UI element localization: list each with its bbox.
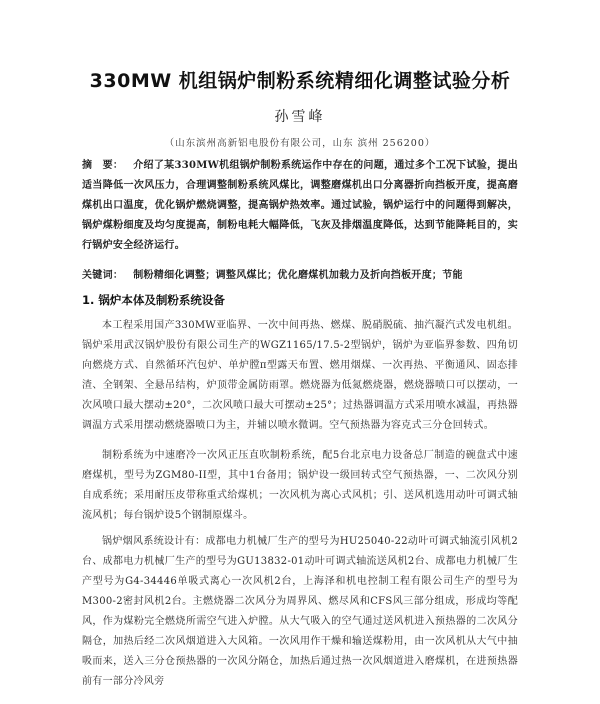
abstract-block — [82, 156, 518, 256]
body-paragraph-3 — [82, 532, 518, 692]
paragraph-text: 本工程采用国产330MW亚临界、一次中间再热、燃煤、脱硝脱硫、抽汽凝汽式发电机组。锅炉采用武汉锅炉股份有限公司生产的WGZ1165/17.5-2型锅炉，锅炉为亚临界参数、四角切向燃烧方式、自然循环汽包炉、单炉膛π型露天布置、燃用烟煤、一次再热、平衡通风、固态排渣、全钢架、全悬吊结构，炉顶带金属防雨罩。燃烧器为低氮燃烧器，燃烧器喷口可以摆动，一次风喷口最大摆动±20°，二次风喷口最大可摆动±25°；过热器调温方式采用喷水减温，再热器调温方式采用摆动燃烧器喷口为主，并辅以喷水微调。空气预热器为容克式三分仓回转式。 — [82, 320, 518, 431]
abstract-label: 摘 要： — [82, 160, 124, 171]
keywords-text: 制粉精细化调整；调整风煤比；优化磨煤机加载力及折向挡板开度；节能 — [133, 270, 463, 281]
keywords-label: 关键词： — [82, 270, 124, 281]
section-heading: 1. 锅炉本体及制粉系统设备 — [82, 293, 225, 307]
keywords-block — [82, 266, 518, 286]
author-name: 孙雪峰 — [274, 109, 326, 125]
author-affiliation: （山东滨州高新铝电股份有限公司，山东 滨州 256200） — [164, 138, 436, 149]
abstract-text: 介绍了某330MW机组锅炉制粉系统运作中存在的问题，通过多个工况下试验，提出适当降低一次风压力，合理调整制粉系统风煤比，调整磨煤机出口分离器折向挡板开度，提高磨煤机出口温度，优化锅炉燃烧调整，提高锅炉热效率。通过试验，锅炉运行中的问题得到解决，锅炉煤粉细度及均匀度提高，制粉电耗大幅降低，飞灰及排烟温度降低，达到节能降耗目的，实行锅炉安全经济运行。 — [82, 160, 519, 251]
paper-title: 330MW 机组锅炉制粉系统精细化调整试验分析 — [89, 70, 511, 92]
body-paragraph-2 — [82, 446, 518, 526]
paragraph-text: 锅炉烟风系统设计有：成都电力机械厂生产的型号为HU25040-22动叶可调式轴流引风机2台、成都电力机械厂生产的型号为GU13832-01动叶可调式轴流送风机2台、成都电力机械厂生产型号为G4-34446单吸式离心一次风机2台，上海泽和机电控制工程有限公司生产的型号为M300-2密封风机2台。主燃烧器二次风分为周界风、燃尽风和CFS风三部分组成，形成均等配风，作为煤粉完全燃烧所需空气进入炉膛。从大气吸入的空气通过送风机进入预热器的二次风分隔仓，加热后经二次风烟道进入大风箱。一次风用作干燥和输送煤粉用，由一次风机从大气中抽吸而来，送入三分仓预热器的一次风分隔仓，加热后通过热一次风烟道进入磨煤机，在进预热器前有一部分冷风旁 — [82, 536, 518, 687]
paragraph-text: 制粉系统为中速磨冷一次风正压直吹制粉系统，配5台北京电力设备总厂制造的碗盘式中速磨煤机，型号为ZGM80-II型，其中1台备用；锅炉设一级回转式空气预热器，一、二次风分别自成系统；采用耐压皮带称重式给煤机；一次风机为离心式风机；引、送风机选用动叶可调式轴流风机；每台锅炉设5个钢制原煤斗。 — [82, 450, 518, 521]
body-paragraph-1 — [82, 316, 518, 436]
